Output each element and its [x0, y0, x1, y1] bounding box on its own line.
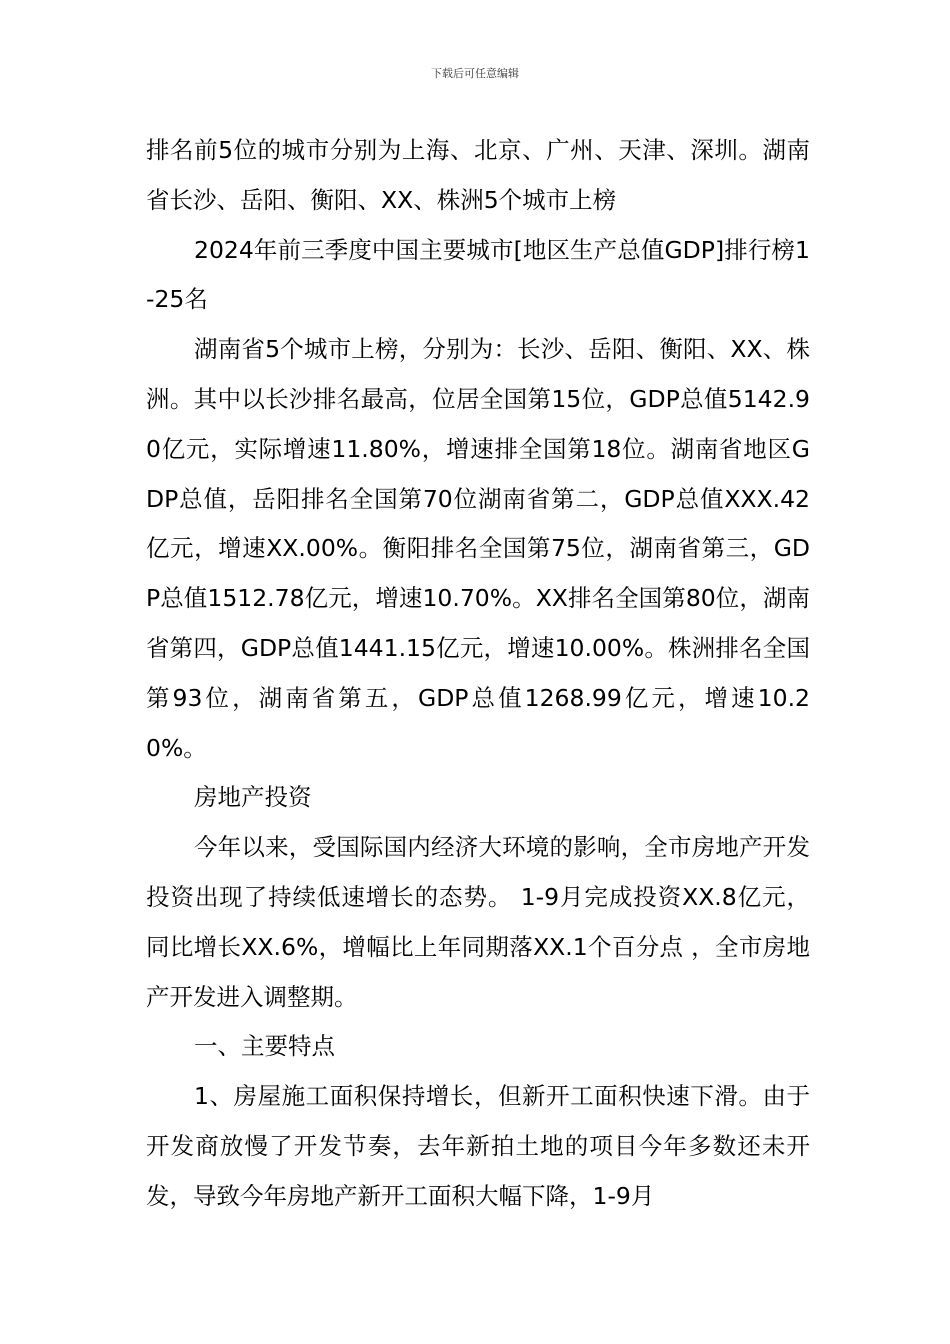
page-header-note: 下载后可任意编辑 [431, 67, 519, 80]
section-heading-real-estate: 房地产投资 [194, 783, 312, 812]
paragraph-feature-one: 1、房屋施工面积保持增长，但新开工面积快速下滑。由于开发商放慢了开发节奏，去年新拍土地的项目今年多数还未开发，导致今年房地产新开工面积大幅下降，1-9月 [146, 1082, 810, 1210]
section-heading-main-features: 一、主要特点 [194, 1032, 335, 1061]
paragraph-ranking-title: 2024年前三季度中国主要城市[地区生产总值GDP]排行榜1-25名 [146, 235, 810, 314]
paragraph-real-estate-overview: 今年以来，受国际国内经济大环境的影响，全市房地产开发投资出现了持续低速增长的态势。 1-9月完成投资XX.8亿元，同比增长XX.6%，增幅比上年同期落XX.1个百分点 ，全市房地产开发进入调整期。 [146, 833, 810, 1011]
document-body [146, 126, 810, 1222]
paragraph-top-cities: 排名前5位的城市分别为上海、北京、广州、天津、深圳。湖南省长沙、岳阳、衡阳、XX、株洲5个城市上榜 [146, 136, 810, 214]
paragraph-hunan-cities: 湖南省5个城市上榜，分别为：长沙、岳阳、衡阳、XX、株洲。其中以长沙排名最高，位居全国第15位，GDP总值5142.90亿元，实际增速11.80%，增速排全国第18位。湖南省地区GDP总值，岳阳排名全国第70位湖南省第二，GDP总值XXX.42亿元，增速XX.00%。衡阳排名全国第75位，湖南省第三，GDP总值1512.78亿元，增速10.70%。XX排名全国第80位，湖南省第四，GDP总值1441.15亿元，增速10.00%。株洲排名全国第93位，湖南省第五，GDP总值1268.99亿元，增速10.20%。 [146, 335, 810, 762]
